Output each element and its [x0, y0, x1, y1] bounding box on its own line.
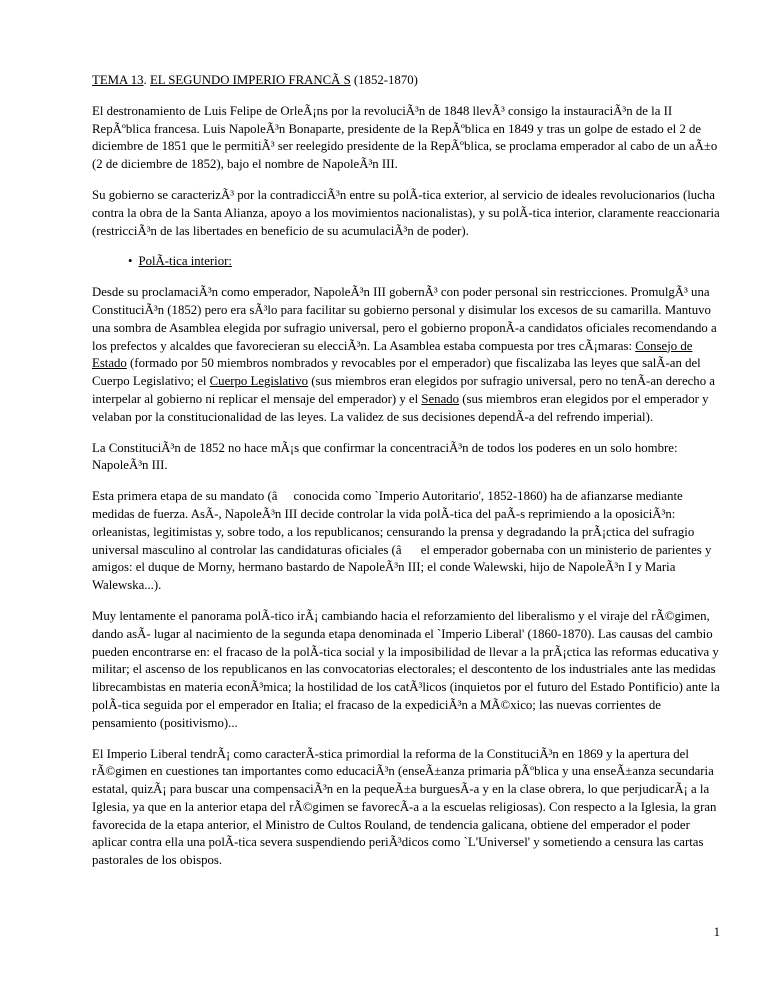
page-number: 1 [713, 925, 720, 939]
paragraph-3-underlined-term: Senado [421, 391, 460, 406]
paragraph-3-underlined-term: Cuerpo Legislativo [209, 374, 309, 389]
paragraph-2: Su gobierno se caracterizÃ³ por la contradicciÃ³n entre su polÃ-tica exterior, al servicio de ideales revolucionarios (lucha contra la obra de la Santa Alianza, apoyo a los movimientos nacionalistas), y su polÃ-tica interior, claramente reaccionaria (restricciÃ³n de las libertades en beneficio de su acumulaciÃ³n de poder). [92, 187, 720, 238]
title-main-text: EL SEGUNDO IMPERIO FRANCÃ S [149, 73, 351, 87]
title-topic-number: TEMA 13 [92, 73, 144, 87]
title-separator: . [143, 73, 150, 87]
paragraph-3 [92, 284, 722, 426]
title-date-range: (1852-1870) [350, 73, 418, 87]
paragraph-6: Muy lentamente el panorama polÃ-tico irÃ¡ cambiando hacia el reforzamiento del liberalismo y el viraje del rÃ©gimen, dando asÃ- lugar al nacimiento de la segunda etapa denominada el `Imperio Liberal' (1860-1870). Las causas del cambio pueden encontrarse en: el fracaso de la polÃ-tica social y la imposibilidad de llevar a la prÃ¡ctica las reformas educativa y militar; el ascenso de los republicanos en las convocatorias electorales; el descontento de los industriales ante las medidas librecambistas en materia econÃ³mica; la hostilidad de los catÃ³licos (inquietos por el futuro del Estado Pontificio) ante la polÃ-tica seguida por el emperador en Italia; el fracaso de la expediciÃ³n a MÃ©xico; las nuevas corrientes de pensamiento (positivismo)... [92, 608, 720, 730]
paragraph-4: La ConstituciÃ³n de 1852 no hace mÃ¡s que confirmar la concentraciÃ³n de todos los poderes en un solo hombre: NapoleÃ³n III. [92, 440, 678, 473]
document-content [92, 72, 722, 883]
paragraph-3-segment: (sus miembros eran elegidos por sufragio universal, pero no tenÃ-an derecho a interpelar al gobierno ni replicar el mensaje del emperador) y el [92, 374, 715, 406]
paragraph-1: El destronamiento de Luis Felipe de OrleÃ¡ns por la revoluciÃ³n de 1848 llevÃ³ consigo la instauraciÃ³n de la II RepÃºblica francesa. Luis NapoleÃ³n Bonaparte, presidente de la RepÃºblica en 1849 y tras un golpe de estado el 2 de diciembre de 1851 que le permitiÃ³ ser reelegido presidente de la RepÃºblica, se proclama emperador al cabo de un aÃ±o (2 de diciembre de 1852), bajo el nombre de NapoleÃ³n III. [92, 103, 718, 172]
bullet-item [92, 253, 722, 271]
paragraph-5: Esta primera etapa de su mandato (â conocida como `Imperio Autoritario', 1852-1860) ha de afianzarse mediante medidas de fuerza. AsÃ-, NapoleÃ³n III decide controlar la vida polÃ-tica del paÃ-s reprimiendo a la oposiciÃ³n: orleanistas, legitimistas y, sobre todo, a los republicanos; censurando la prensa y degradando la prÃ¡ctica del sufragio universal masculino al controlar las candidaturas oficiales (â el emperador gobernaba con un ministerio de parientes y amigos: el duque de Morny, hermano bastardo de NapoleÃ³n III; el conde Walewski, hijo de NapoleÃ³n I y Maria Walewska...). [92, 489, 712, 593]
paragraph-3-segment: Desde su proclamaciÃ³n como emperador, NapoleÃ³n III gobernÃ³ con poder personal sin restricciones. PromulgÃ³ una ConstituciÃ³n (1852) pero era sÃ³lo para facilitar su gobierno personal y disimular los excesos de su camarilla. Mantuvo una sombra de Asamblea elegida por sufragio universal, pero el gobierno proponÃ-a candidatos oficiales recomendando a los prefectos y alcaldes que favorecieran su elecciÃ³n. La Asamblea estaba compuesta por tres cÃ¡maras: [92, 285, 717, 353]
paragraph-3-segment: (sus miembros eran elegidos por el emperador y velaban por la constitucionalidad de las leyes. La validez de sus decisiones dependÃ-a del refrendo imperial). [92, 391, 709, 424]
paragraph-3-segment: (formado por 50 miembros nombrados y revocables por el emperador) que fiscalizaba las leyes que salÃ-an del Cuerpo Legislativo; el [92, 356, 701, 389]
paragraph-3-underlined-term: Consejo de Estado [92, 338, 693, 371]
page-title [92, 72, 722, 90]
bullet-marker: • [128, 254, 133, 269]
bullet-label: PolÃ-tica interior: [138, 254, 232, 269]
paragraph-7: El Imperio Liberal tendrÃ¡ como caracterÃ-stica primordial la reforma de la ConstituciÃ³n en 1869 y la apertura del rÃ©gimen en cuestiones tan importantes como educaciÃ³n (enseÃ±anza primaria pÃºblica y una enseÃ±anza secundaria estatal, quizÃ¡ para buscar una compensaciÃ³n en la pequeÃ±a burguesÃ-a y en la clase obrera, lo que perjudicarÃ¡ a la Iglesia, ya que en la anterior etapa del rÃ©gimen se favorecÃ-a a la escuelas religiosas). Con respecto a la Iglesia, la gran favorecida de la etapa anterior, el Ministro de Cultos Rouland, de tendencia galicana, obtiene del emperador el poder aplicar contra ella una polÃ-tica severa suspendiendo periÃ³dicos como `L'Universel' y sometiendo a censura las cartas pastorales de los obispos. [92, 746, 717, 868]
